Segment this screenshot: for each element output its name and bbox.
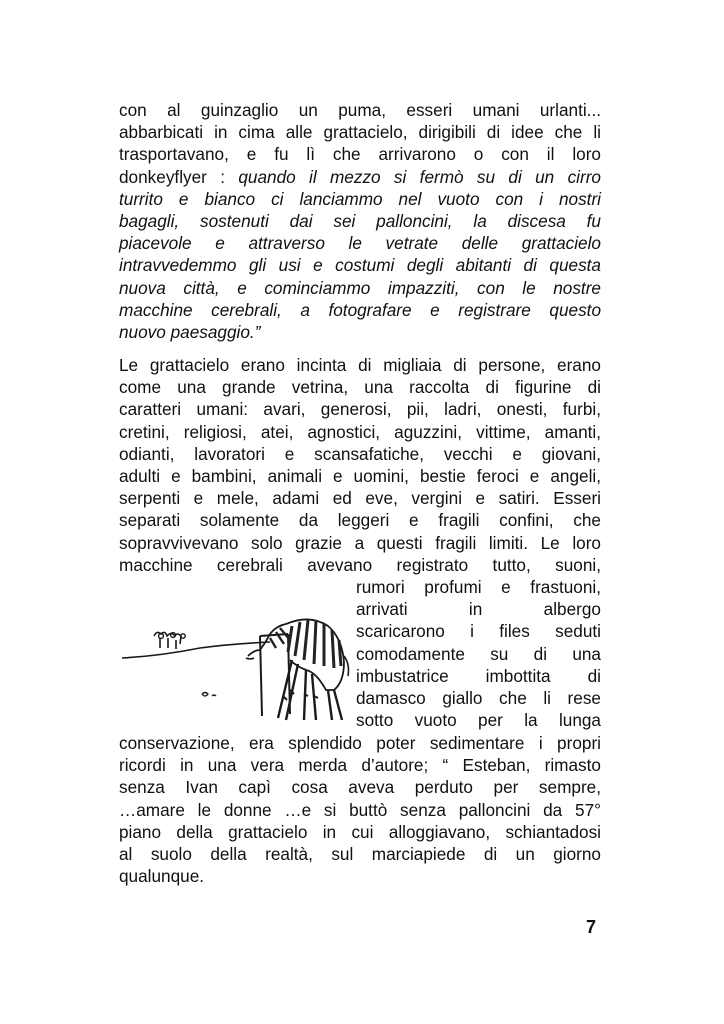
paragraph-2: [119, 354, 601, 576]
text-line: Le grattacielo erano incinta di migliaia di persone, erano: [119, 355, 601, 375]
text-line: arrivati in albergo: [356, 599, 601, 620]
text-line: serpenti e mele, adami ed eve, vergini e satiri. Esseri: [119, 488, 601, 509]
text-line: rumori profumi e frastuoni,: [356, 577, 601, 597]
text-line: sopravvivevano solo grazie a questi fragili limiti. Le loro: [119, 532, 601, 553]
text-line: …amare le donne …e si buttò senza palloncini da 57°: [119, 799, 601, 820]
text-line: imbustatrice imbottita di: [356, 665, 601, 686]
text-line: al suolo della realtà, sul marciapiede di un giorno: [119, 843, 601, 864]
page-number: 7: [586, 917, 597, 937]
text-line: [119, 188, 601, 210]
text-line: [119, 121, 601, 143]
text-line: caratteri umani: avari, generosi, pii, ladri, onesti, furbi,: [119, 399, 601, 420]
text-line: ricordi in una vera merda d’autore; “ Esteban, rimasto: [119, 755, 601, 776]
zebra-sketch-icon: [120, 586, 352, 726]
text-fragment: trasportavano, e fu lì che arrivarono o con il loro: [119, 144, 601, 165]
text-fragment: abbarbicati in cima alle grattacielo, dirigibili di idee che li: [119, 122, 601, 143]
text-fragment: macchine cerebrali, a fotografare e registrare questo: [119, 299, 601, 320]
text-line: [119, 299, 601, 321]
text-line: odianti, lavoratori e scansafatiche, vecchi e giovani,: [119, 443, 601, 464]
text-fragment: quando il mezzo si fermò su di un cirro: [238, 166, 601, 187]
text-line: [119, 321, 601, 343]
text-line: macchine cerebrali avevano registrato tutto, suoni,: [119, 554, 601, 575]
text-line: [119, 99, 601, 121]
text-line: scaricarono i files seduti: [356, 621, 601, 642]
text-fragment: turrito e bianco ci lanciammo nel vuoto con i nostri: [119, 188, 601, 209]
text-line: piano della grattacielo in cui alloggiavano, schiantadosi: [119, 821, 601, 842]
text-fragment: donkeyflyer :: [119, 166, 239, 187]
text-line: come una grande vetrina, una raccolta di figurine di: [119, 377, 601, 398]
text-line: conservazione, era splendido poter sedimentare i propri: [119, 733, 601, 753]
text-line: sotto vuoto per la lunga: [356, 710, 601, 731]
text-line: [119, 166, 601, 188]
text-fragment: bagagli, sostenuti dai sei palloncini, la discesa fu: [119, 210, 601, 231]
paragraph-3: [356, 576, 601, 731]
text-line: senza Ivan capì cosa aveva perduto per sempre,: [119, 777, 601, 798]
text-fragment: con al guinzaglio un puma, esseri umani urlanti...: [119, 100, 601, 120]
text-fragment: nuovo paesaggio.”: [119, 321, 261, 342]
paragraph-1: [119, 99, 601, 343]
text-line: qualunque.: [119, 866, 205, 887]
text-line: [119, 277, 601, 299]
text-line: cretini, religiosi, atei, agnostici, aguzzini, vittime, amanti,: [119, 421, 601, 442]
text-line: [119, 143, 601, 165]
text-fragment: piacevole e attraverso le vetrate delle grattacielo: [119, 233, 601, 254]
text-fragment: intravvedemmo gli usi e costumi degli abitanti di questa: [119, 255, 601, 276]
text-line: [119, 232, 601, 254]
text-fragment: nuova città, e cominciammo impazziti, con le nostre: [119, 277, 601, 298]
text-line: [119, 254, 601, 276]
text-line: damasco giallo che li rese: [356, 687, 601, 708]
text-line: adulti e bambini, animali e uomini, bestie feroci e angeli,: [119, 465, 601, 486]
text-line: [119, 210, 601, 232]
text-line: comodamente su di una: [356, 643, 601, 664]
text-line: separati solamente da leggeri e fragili confini, che: [119, 510, 601, 531]
paragraph-4: [119, 732, 601, 887]
